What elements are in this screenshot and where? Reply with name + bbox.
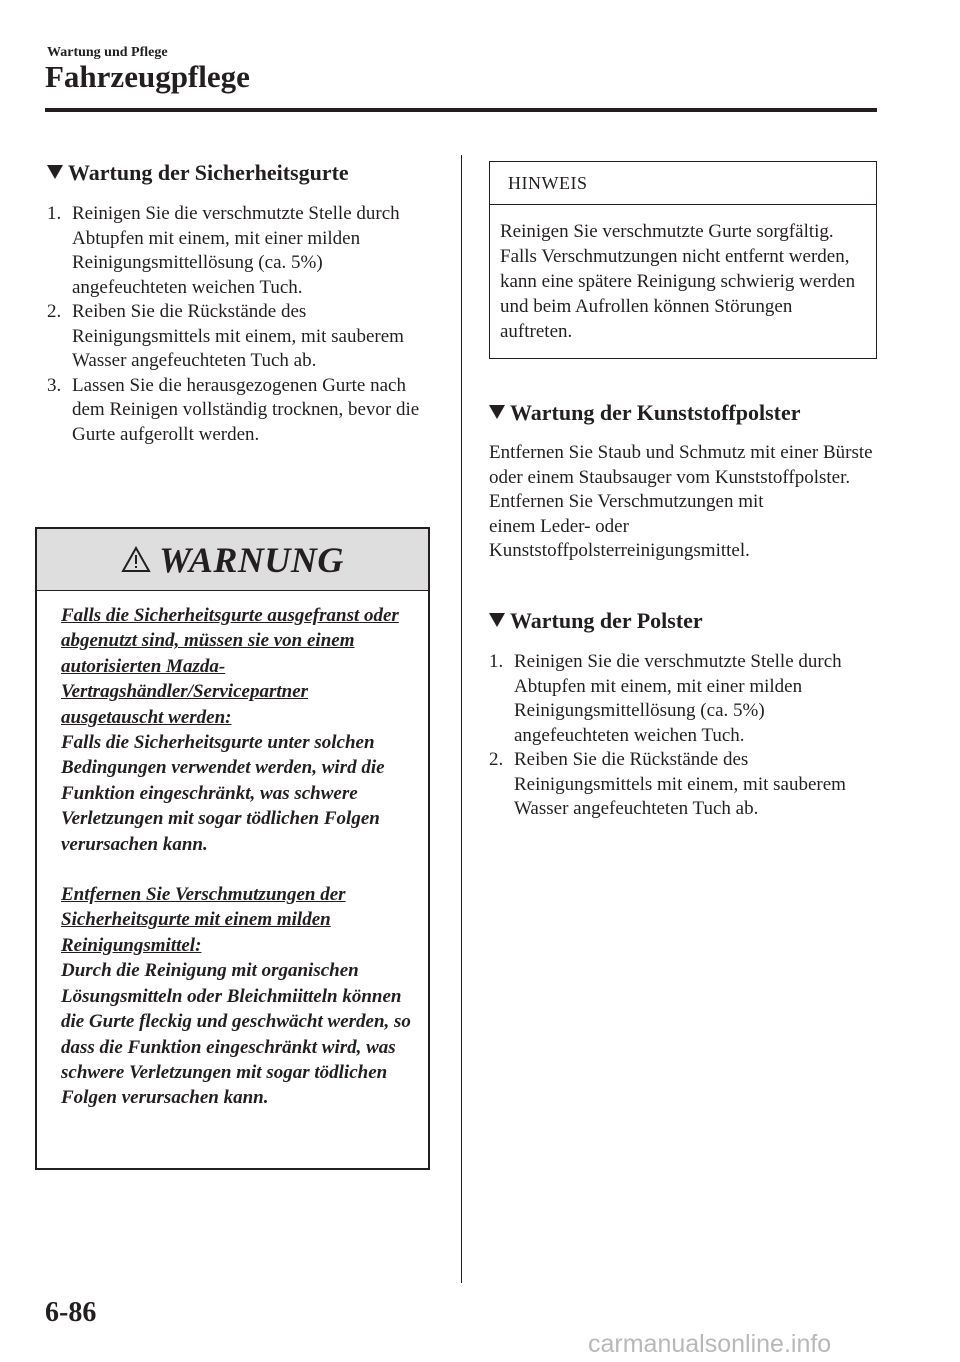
paragraph: Entfernen Sie Verschmutzungen mit einem Leder- oder Kunststoffpolsterreinigungsmittel.: [489, 491, 764, 561]
paragraph: Entfernen Sie Staub und Schmutz mit einer Bürste oder einem Staubsauger vom Kunststoffpolster.: [489, 442, 873, 488]
warning-heading-2: Entfernen Sie Verschmutzungen der Sicherheitsgurte mit einem milden Reinigungsmittel:: [61, 884, 346, 956]
note-text: Reinigen Sie verschmutzte Gurte sorgfältig. Falls Verschmutzungen nicht entfernt werden, kann eine spätere Reinigung schwierig werden und beim Aufrollen können Störungen auftreten.: [500, 221, 856, 342]
section-title-polster: Wartung der Polster: [489, 608, 703, 634]
warning-heading-1: Falls die Sicherheitsgurte ausgefranst oder abgenutzt sind, müssen sie von einem autorisierten Mazda-Vertragshändler/Servicepartner ausgetauscht werden:: [61, 605, 399, 728]
list-item: 1. Reinigen Sie die verschmutzte Stelle durch Abtupfen mit einem, mit einer milden Reinigungsmittellösung (ca. 5%) angefeuchteten weichen Tuch.: [489, 651, 842, 746]
kunststoffpolster-text: [489, 441, 874, 564]
polster-cleaning-steps: [489, 650, 869, 822]
list-item: 3. Lassen Sie die herausgezogenen Gurte nach dem Reinigen vollständig trocknen, bevor die Gurte aufgerollt werden.: [47, 374, 420, 445]
column-divider: [461, 155, 462, 1283]
section-triangle-icon: [489, 405, 505, 419]
section-title-sicherheitsgurte: Wartung der Sicherheitsgurte: [47, 160, 349, 186]
section-triangle-icon: [489, 613, 505, 627]
belt-cleaning-steps: [47, 202, 427, 447]
warning-text-1: Falls die Sicherheitsgurte unter solchen Bedingungen verwendet werden, wird die Funktion eingeschränkt, was schwere Verletzungen mit sogar tödlichen Folgen verursachen kann.: [61, 732, 385, 855]
note-label: HINWEIS: [490, 162, 876, 205]
warning-header: [37, 529, 428, 591]
page-number: 6-86: [45, 1297, 97, 1328]
list-item: 2. Reiben Sie die Rückstände des Reinigungsmittels mit einem, mit sauberem Wasser angefeuchteten Tuch ab.: [489, 749, 846, 819]
warning-text-2: Durch die Reinigung mit organischen Lösungsmitteln oder Bleichmiitteln können die Gurte fleckig und geschwächt werden, so dass die Funktion eingeschränkt wird, was schwere Verletzungen mit sogar tödlichen Folgen verursachen kann.: [61, 960, 411, 1109]
breadcrumb: Wartung und Pflege: [47, 45, 168, 60]
warning-label: WARNUNG: [159, 539, 344, 580]
watermark: carmanualsonline.info: [588, 1330, 832, 1358]
warning-box: [35, 527, 430, 1170]
header-rule: [45, 108, 877, 112]
section-triangle-icon: [47, 165, 63, 179]
chapter-title: Fahrzeugpflege: [45, 59, 250, 94]
note-box: [489, 161, 877, 359]
warning-body: [37, 591, 428, 1111]
section-title-kunststoffpolster: Wartung der Kunststoffpolster: [489, 400, 801, 426]
list-item: 2. Reiben Sie die Rückstände des Reinigungsmittels mit einem, mit sauberem Wasser angefeuchteten Tuch ab.: [47, 301, 404, 371]
list-item: 1. Reinigen Sie die verschmutzte Stelle durch Abtupfen mit einem, mit einer milden Reinigungsmittellösung (ca. 5%) angefeuchteten weichen Tuch.: [47, 203, 400, 298]
warning-triangle-icon: [121, 546, 151, 573]
